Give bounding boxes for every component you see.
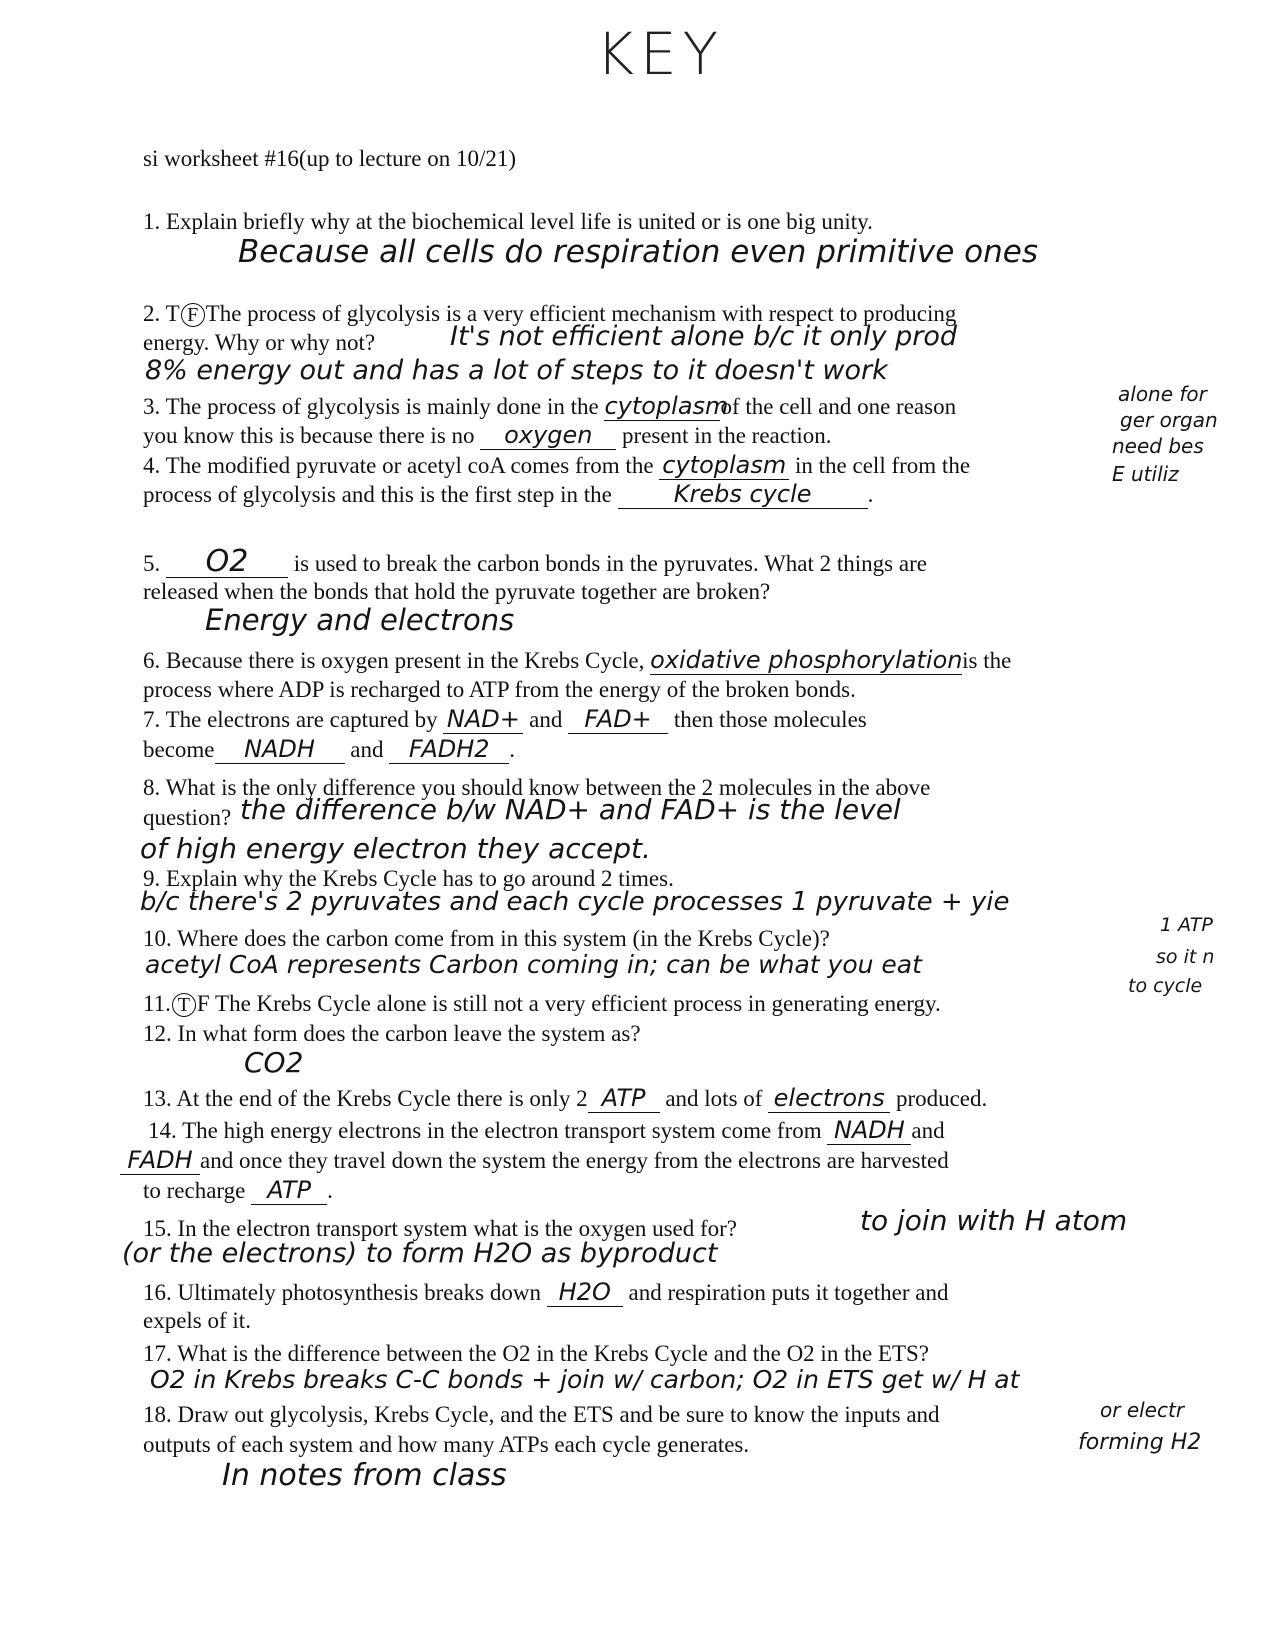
q15-answer-line1: to join with H atom: [860, 1204, 1128, 1237]
q7-fill-1: NAD+: [443, 706, 523, 734]
q14-fill-1: NADH: [827, 1117, 911, 1145]
q2-circled-answer: F: [181, 303, 205, 327]
q3-fill-1: cytoplasm: [604, 392, 729, 420]
q7-fill-3: NADH: [215, 736, 345, 764]
q8-answer-line2: of high energy electron they accept.: [140, 832, 651, 865]
q4-part3: process of glycolysis and this is the first step in the: [143, 482, 612, 507]
q7-part2: and: [529, 707, 563, 732]
q2-prefix: 2. T: [143, 301, 180, 326]
q11-prefix: 11.: [143, 991, 171, 1016]
q4-part2: in the cell from the: [795, 453, 971, 478]
q1-text: 1. Explain briefly why at the biochemical level life is united or is one big unity.: [143, 209, 873, 234]
q10-text: 10. Where does the carbon come from in this system (in the Krebs Cycle)?: [143, 926, 830, 951]
q9-margin-note-2: so it n: [1156, 946, 1215, 968]
q14-line2: [120, 1147, 949, 1175]
q17-margin-note-1: or electr: [1100, 1398, 1185, 1422]
q5-line2: released when the bonds that hold the pyruvate together are broken?: [143, 579, 771, 604]
q4-fill-1: cytoplasm: [659, 452, 789, 480]
q16-fill: H2O: [547, 1279, 623, 1307]
q13-fill-2: electrons: [768, 1085, 890, 1113]
q7-fill-2: FAD+: [568, 706, 668, 734]
q3-line2: [143, 422, 832, 450]
q9-answer: b/c there's 2 pyruvates and each cycle processes 1 pyruvate + yie: [140, 887, 1010, 917]
q3-part4: present in the reaction.: [622, 423, 832, 448]
q2-question: The process of glycolysis is a very efficient mechanism with respect to producing: [205, 301, 957, 326]
q6-line2: process where ADP is recharged to ATP from the energy of the broken bonds.: [143, 677, 856, 702]
worksheet-title: si worksheet #16(up to lecture on 10/21): [143, 146, 517, 171]
q5-fill: O2: [166, 549, 288, 578]
q8-line1: 8. What is the only difference you should know between the 2 molecules in the above: [143, 775, 931, 800]
q14-part4: to recharge: [143, 1178, 246, 1203]
q17-answer: O2 in Krebs breaks C-C bonds + join w/ carbon; O2 in ETS get w/ H at: [150, 1365, 1020, 1394]
q3-line1: [143, 393, 956, 421]
q7-part3: then those molecules: [673, 707, 867, 732]
q5-line1: [143, 544, 927, 579]
q13-part3: produced.: [895, 1086, 988, 1111]
q9-margin-note-1: 1 ATP: [1160, 914, 1213, 936]
q16-line1: [143, 1279, 949, 1307]
q15-answer-line2: (or the electrons) to form H2O as byproduct: [122, 1238, 718, 1269]
q7-part5: and: [350, 737, 384, 762]
q14-part2: and: [911, 1118, 945, 1143]
q14-part1: 14. The high energy electrons in the electron transport system come from: [148, 1118, 822, 1143]
q2-answer-line1: It's not efficient alone b/c it only prod: [450, 321, 958, 352]
q18-line2: outputs of each system and how many ATPs each cycle generates.: [143, 1432, 750, 1457]
q12-answer: CO2: [244, 1046, 304, 1079]
q3-part2: of the cell and one reason: [720, 394, 957, 419]
q13-part1: 13. At the end of the Krebs Cycle there is only 2: [143, 1086, 588, 1111]
q2-margin-note-2: ger organ: [1120, 408, 1218, 432]
q16-line2: expels of it.: [143, 1308, 251, 1333]
q6-part2: is the: [962, 648, 1012, 673]
q4-part1: 4. The modified pyruvate or acetyl coA comes from the: [143, 453, 654, 478]
q14-line1: [148, 1117, 945, 1145]
q9-text: 9. Explain why the Krebs Cycle has to go around 2 times.: [143, 866, 674, 891]
q3-part1: 3. The process of glycolysis is mainly done in the: [143, 394, 599, 419]
q18-answer: In notes from class: [222, 1458, 507, 1493]
q4-line2: [143, 481, 873, 509]
q18-line1: 18. Draw out glycolysis, Krebs Cycle, and the ETS and be sure to know the inputs and: [143, 1402, 940, 1427]
q5-number: 5.: [143, 551, 161, 576]
q14-part5: .: [327, 1178, 333, 1203]
q4-fill-2: Krebs cycle: [618, 481, 868, 509]
q10-answer: acetyl CoA represents Carbon coming in; can be what you eat: [145, 950, 922, 979]
q7-line1: [143, 706, 867, 734]
q1-answer: Because all cells do respiration even primitive ones: [238, 234, 1038, 270]
q13-part2: and lots of: [665, 1086, 763, 1111]
q12-text: 12. In what form does the carbon leave the system as?: [143, 1021, 641, 1046]
q11-text: F The Krebs Cycle alone is still not a very efficient process in generating energy.: [196, 991, 941, 1016]
q6-fill: oxidative phosphorylation: [650, 646, 963, 674]
q4-line1: [143, 452, 970, 480]
q2-margin-note-3: need bes: [1112, 434, 1204, 458]
q7-part4: become: [143, 737, 215, 762]
q15-text: 15. In the electron transport system what is the oxygen used for?: [143, 1216, 738, 1241]
q8-answer-line1: the difference b/w NAD+ and FAD+ is the level: [240, 793, 901, 826]
q6-part1: 6. Because there is oxygen present in the Krebs Cycle,: [143, 648, 645, 673]
q3-part3: you know this is because there is no: [143, 423, 475, 448]
q11-line: [143, 991, 941, 1017]
q2-answer-line2: 8% energy out and has a lot of steps to it doesn't work: [145, 355, 888, 386]
q11-circled-answer: T: [172, 993, 196, 1017]
q13-fill-1: ATP: [588, 1085, 660, 1113]
q14-fill-3: ATP: [251, 1177, 327, 1205]
q7-part6: .: [509, 737, 515, 762]
q14-line3: [143, 1177, 333, 1205]
q8-line2: question?: [143, 805, 232, 830]
q7-line2: [143, 736, 515, 764]
q3-fill-2: oxygen: [480, 422, 616, 450]
q7-part1: 7. The electrons are captured by: [143, 707, 438, 732]
q14-part3: and once they travel down the system the energy from the electrons are harvested: [200, 1148, 949, 1173]
q2-line2: energy. Why or why not?: [143, 330, 376, 355]
q2-margin-note-1: alone for: [1118, 382, 1207, 406]
q14-fill-2: FADH: [120, 1147, 200, 1175]
key-label: KEY: [596, 20, 725, 88]
q13-line: [143, 1085, 987, 1113]
q17-margin-note-2: forming H2: [1078, 1430, 1202, 1455]
q16-part1: 16. Ultimately photosynthesis breaks down: [143, 1280, 541, 1305]
q5-answer: Energy and electrons: [205, 603, 515, 637]
q6-line1: [143, 647, 1011, 675]
q4-part4: .: [867, 482, 874, 507]
q7-fill-4: FADH2: [389, 736, 509, 764]
q2-margin-note-4: E utiliz: [1112, 462, 1179, 486]
q16-part2: and respiration puts it together and: [628, 1280, 949, 1305]
q17-text: 17. What is the difference between the O2 in the Krebs Cycle and the O2 in the ETS?: [143, 1341, 930, 1366]
q9-margin-note-3: to cycle: [1128, 975, 1203, 997]
q5-part1: is used to break the carbon bonds in the pyruvates. What 2 things are: [293, 551, 927, 576]
